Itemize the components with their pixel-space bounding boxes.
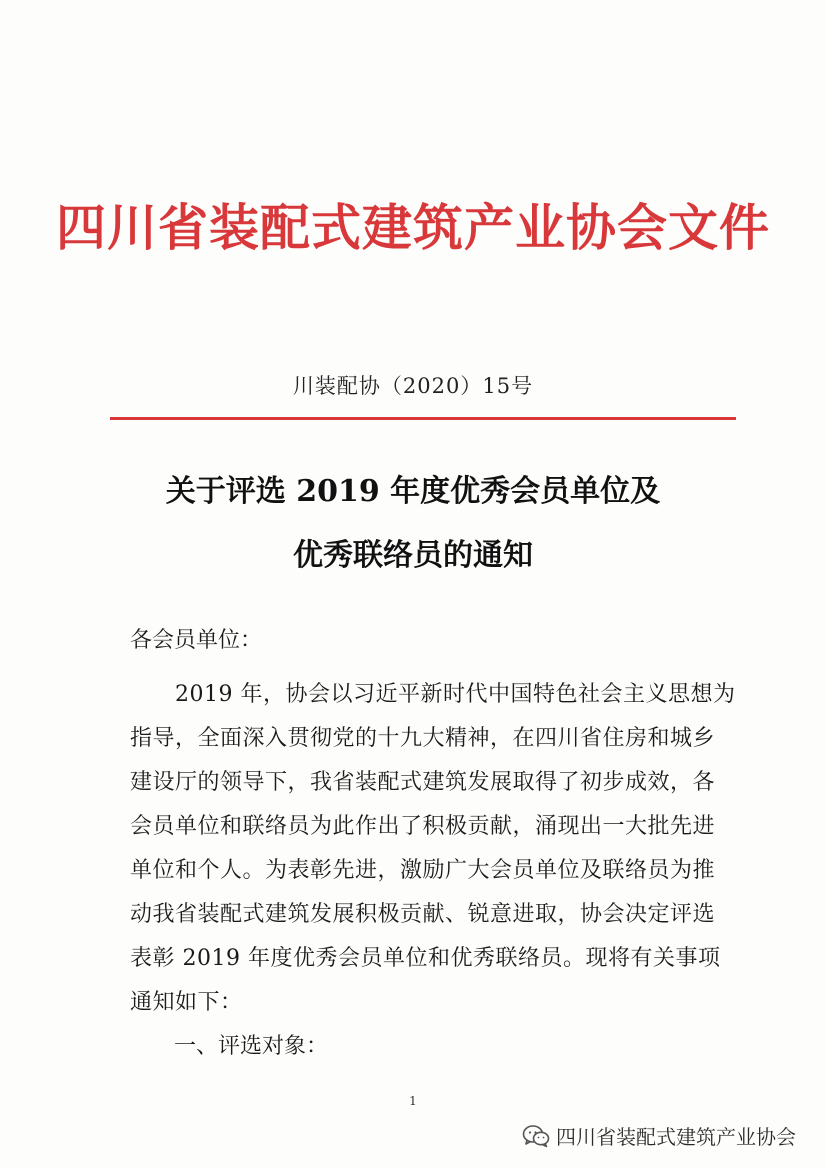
body-line: 指导，全面深入贯彻党的十九大精神，在四川省住房和城乡 [130,726,716,751]
body-line: 建设厅的领导下，我省装配式建筑发展取得了初步成效，各 [130,770,716,795]
watermark-text: 四川省装配式建筑产业协会 [556,1125,796,1149]
document-number: 川装配协（2020）15号 [292,374,534,398]
section-heading-1: 一、评选对象： [130,1034,329,1059]
wechat-watermark [522,1121,796,1150]
notice-title-line-2: 优秀联络员的通知 [293,538,533,573]
page-number: 1 [409,1094,417,1108]
body-line: 2019 年，协会以习近平新时代中国特色社会主义思想为 [130,682,736,707]
wechat-icon [522,1124,550,1148]
salutation: 各会员单位： [130,628,263,653]
red-divider-rule [110,417,736,420]
body-line: 通知如下： [130,990,243,1015]
body-line: 会员单位和联络员为此作出了积极贡献，涌现出一大批先进 [130,814,716,839]
body-line: 表彰 2019 年度优秀会员单位和优秀联络员。现将有关事项 [130,946,721,971]
notice-title-line-1: 关于评选 2019 年度优秀会员单位及 [165,474,661,509]
body-line: 单位和个人。为表彰先进，激励广大会员单位及联络员为推 [130,858,716,883]
org-header-title: 四川省装配式建筑产业协会文件 [56,199,770,257]
body-line: 动我省装配式建筑发展积极贡献、锐意进取，协会决定评选 [130,902,716,927]
